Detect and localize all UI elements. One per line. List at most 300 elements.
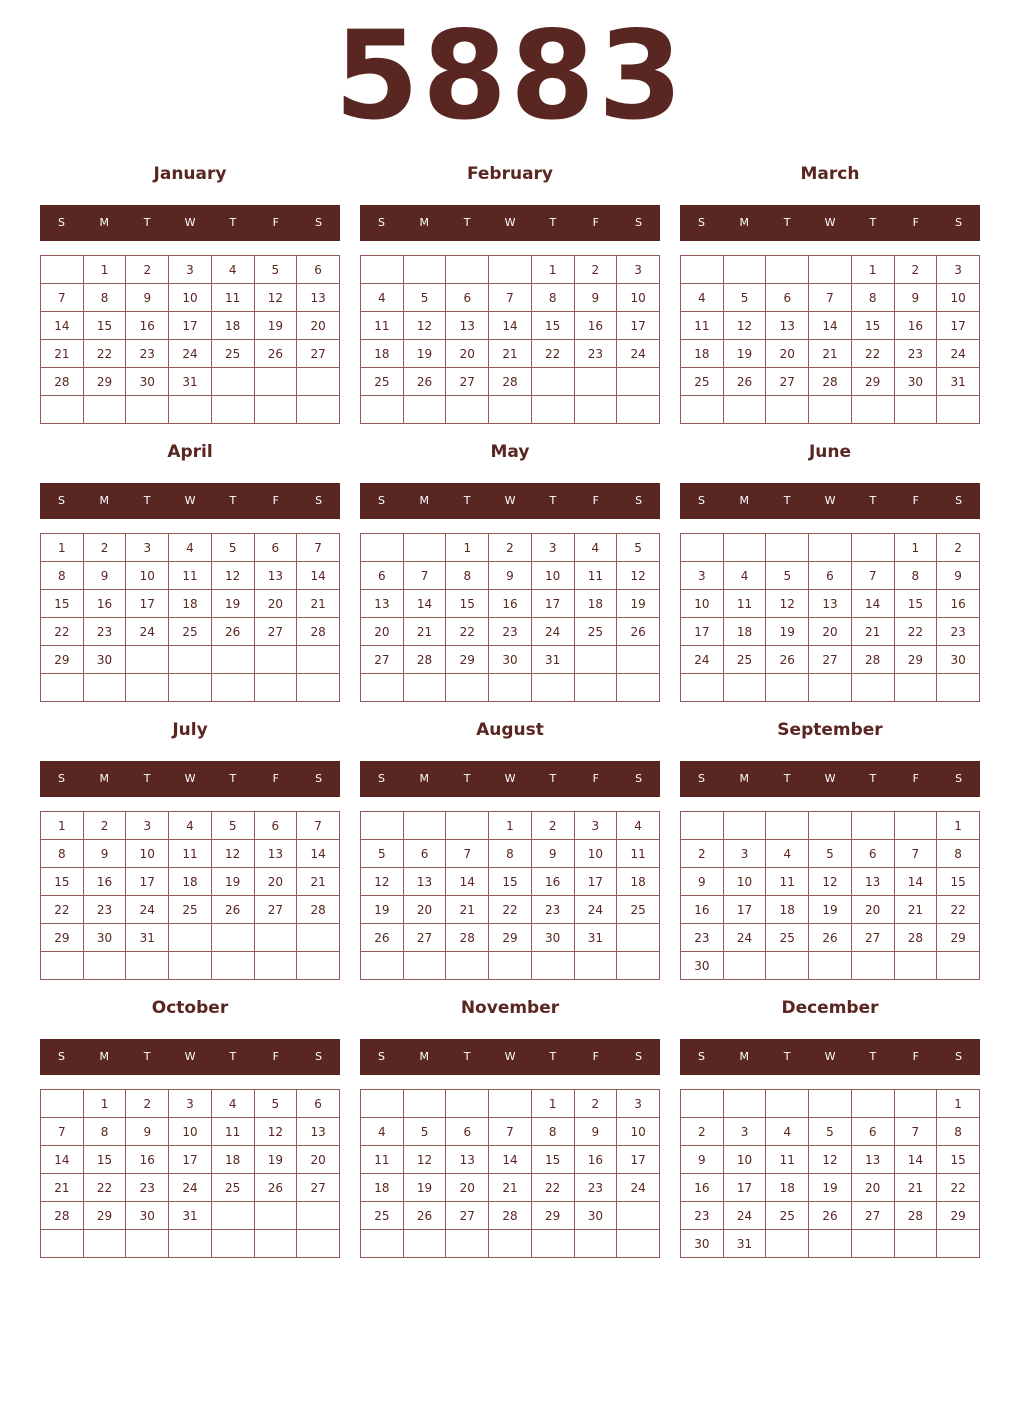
day-cell: 7 bbox=[403, 562, 446, 590]
day-cell: 13 bbox=[361, 590, 404, 618]
day-cell: 21 bbox=[809, 340, 852, 368]
weekday-label: W bbox=[184, 494, 196, 507]
empty-day-cell bbox=[723, 674, 766, 702]
weekday-header bbox=[680, 483, 980, 519]
week-row bbox=[681, 618, 980, 646]
empty-day-cell bbox=[531, 396, 574, 424]
day-cell: 18 bbox=[766, 1174, 809, 1202]
day-cell: 18 bbox=[169, 868, 212, 896]
day-cell: 10 bbox=[617, 1118, 660, 1146]
day-cell: 5 bbox=[211, 534, 254, 562]
weekday-label: M bbox=[739, 494, 750, 507]
day-cell: 6 bbox=[809, 562, 852, 590]
empty-day-cell bbox=[254, 396, 297, 424]
week-row bbox=[41, 924, 340, 952]
empty-day-cell bbox=[489, 952, 532, 980]
empty-day-cell bbox=[126, 396, 169, 424]
weekday-label: W bbox=[504, 216, 516, 229]
day-cell: 9 bbox=[574, 1118, 617, 1146]
weekday-label: W bbox=[504, 772, 516, 785]
empty-day-cell bbox=[446, 812, 489, 840]
day-cell: 7 bbox=[297, 534, 340, 562]
day-cell: 22 bbox=[83, 1174, 126, 1202]
week-row bbox=[681, 952, 980, 980]
empty-day-cell bbox=[894, 1230, 937, 1258]
week-row bbox=[41, 534, 340, 562]
empty-day-cell bbox=[211, 952, 254, 980]
day-cell: 19 bbox=[766, 618, 809, 646]
weekday-label: T bbox=[549, 216, 557, 229]
day-cell: 8 bbox=[937, 1118, 980, 1146]
day-cell: 27 bbox=[403, 924, 446, 952]
day-cell: 24 bbox=[681, 646, 724, 674]
weekday-label: S bbox=[57, 494, 65, 507]
day-cell: 7 bbox=[489, 1118, 532, 1146]
day-cell: 7 bbox=[297, 812, 340, 840]
weekday-label: F bbox=[272, 494, 279, 507]
day-cell: 12 bbox=[254, 1118, 297, 1146]
empty-day-cell bbox=[681, 534, 724, 562]
day-cell: 25 bbox=[617, 896, 660, 924]
empty-day-cell bbox=[894, 396, 937, 424]
day-cell: 1 bbox=[41, 534, 84, 562]
day-cell: 4 bbox=[169, 534, 212, 562]
day-cell: 5 bbox=[361, 840, 404, 868]
day-cell: 12 bbox=[403, 1146, 446, 1174]
day-cell: 25 bbox=[766, 924, 809, 952]
week-row bbox=[681, 590, 980, 618]
weekday-label: T bbox=[229, 494, 237, 507]
day-cell: 8 bbox=[83, 1118, 126, 1146]
day-cell: 11 bbox=[617, 840, 660, 868]
day-cell: 17 bbox=[126, 590, 169, 618]
day-cell: 7 bbox=[489, 284, 532, 312]
day-cell: 16 bbox=[681, 1174, 724, 1202]
empty-day-cell bbox=[489, 1230, 532, 1258]
weekday-label: S bbox=[635, 494, 643, 507]
day-cell: 16 bbox=[489, 590, 532, 618]
day-cell: 30 bbox=[531, 924, 574, 952]
week-row bbox=[681, 1090, 980, 1118]
day-cell: 24 bbox=[723, 924, 766, 952]
weekday-label: F bbox=[912, 494, 919, 507]
day-cell: 19 bbox=[809, 1174, 852, 1202]
day-cell: 6 bbox=[297, 1090, 340, 1118]
day-cell: 29 bbox=[937, 924, 980, 952]
day-cell: 9 bbox=[489, 562, 532, 590]
day-cell: 20 bbox=[254, 868, 297, 896]
empty-day-cell bbox=[937, 674, 980, 702]
day-cell: 16 bbox=[681, 896, 724, 924]
day-cell: 8 bbox=[531, 284, 574, 312]
day-cell: 17 bbox=[169, 312, 212, 340]
week-row bbox=[361, 646, 660, 674]
weekday-label: T bbox=[143, 1050, 151, 1063]
empty-day-cell bbox=[531, 1230, 574, 1258]
day-cell: 19 bbox=[211, 868, 254, 896]
day-cell: 6 bbox=[446, 284, 489, 312]
week-row bbox=[41, 646, 340, 674]
week-row bbox=[361, 812, 660, 840]
empty-day-cell bbox=[403, 396, 446, 424]
day-cell: 29 bbox=[937, 1202, 980, 1230]
day-cell: 19 bbox=[254, 1146, 297, 1174]
day-cell: 20 bbox=[851, 896, 894, 924]
week-row bbox=[361, 284, 660, 312]
day-cell: 14 bbox=[297, 562, 340, 590]
day-cell: 24 bbox=[126, 618, 169, 646]
week-row bbox=[41, 840, 340, 868]
day-cell: 16 bbox=[937, 590, 980, 618]
day-cell: 6 bbox=[446, 1118, 489, 1146]
week-row bbox=[681, 534, 980, 562]
week-row bbox=[361, 562, 660, 590]
day-cell: 19 bbox=[254, 312, 297, 340]
day-cell: 17 bbox=[574, 868, 617, 896]
empty-day-cell bbox=[446, 952, 489, 980]
weekday-label: S bbox=[315, 494, 323, 507]
weekday-header bbox=[40, 761, 340, 797]
day-cell: 23 bbox=[681, 924, 724, 952]
day-cell: 17 bbox=[723, 1174, 766, 1202]
weekday-label: S bbox=[697, 494, 705, 507]
day-cell: 23 bbox=[574, 1174, 617, 1202]
weekday-label: S bbox=[635, 772, 643, 785]
day-cell: 28 bbox=[489, 368, 532, 396]
day-grid bbox=[680, 811, 980, 980]
week-row bbox=[681, 674, 980, 702]
day-cell: 6 bbox=[254, 812, 297, 840]
day-cell: 30 bbox=[937, 646, 980, 674]
day-cell: 7 bbox=[41, 284, 84, 312]
empty-day-cell bbox=[41, 674, 84, 702]
empty-day-cell bbox=[126, 674, 169, 702]
day-cell: 30 bbox=[681, 1230, 724, 1258]
week-row bbox=[681, 840, 980, 868]
weekday-header bbox=[40, 483, 340, 519]
day-cell: 20 bbox=[297, 312, 340, 340]
day-cell: 3 bbox=[126, 812, 169, 840]
weekday-header bbox=[40, 205, 340, 241]
day-cell: 7 bbox=[809, 284, 852, 312]
day-cell: 13 bbox=[403, 868, 446, 896]
week-row bbox=[41, 1202, 340, 1230]
day-cell: 10 bbox=[681, 590, 724, 618]
day-cell: 8 bbox=[489, 840, 532, 868]
empty-day-cell bbox=[851, 812, 894, 840]
weekday-label: T bbox=[463, 216, 471, 229]
day-cell: 29 bbox=[531, 1202, 574, 1230]
day-cell: 8 bbox=[531, 1118, 574, 1146]
day-cell: 1 bbox=[937, 812, 980, 840]
day-cell: 8 bbox=[937, 840, 980, 868]
empty-day-cell bbox=[809, 1230, 852, 1258]
day-cell: 16 bbox=[126, 312, 169, 340]
day-cell: 21 bbox=[489, 1174, 532, 1202]
empty-day-cell bbox=[531, 952, 574, 980]
day-cell: 5 bbox=[723, 284, 766, 312]
empty-day-cell bbox=[766, 256, 809, 284]
day-grid bbox=[360, 255, 660, 424]
month-name: August bbox=[476, 720, 544, 740]
day-cell: 8 bbox=[894, 562, 937, 590]
week-row bbox=[361, 840, 660, 868]
empty-day-cell bbox=[723, 812, 766, 840]
day-cell: 1 bbox=[83, 1090, 126, 1118]
day-cell: 25 bbox=[169, 618, 212, 646]
month-name: July bbox=[172, 720, 208, 740]
day-cell: 18 bbox=[361, 340, 404, 368]
weekday-header bbox=[680, 1039, 980, 1075]
week-row bbox=[361, 368, 660, 396]
empty-day-cell bbox=[169, 674, 212, 702]
weekday-label: S bbox=[377, 494, 385, 507]
day-cell: 7 bbox=[894, 840, 937, 868]
day-cell: 15 bbox=[851, 312, 894, 340]
weekday-label: T bbox=[783, 494, 791, 507]
week-row bbox=[681, 562, 980, 590]
day-cell: 19 bbox=[723, 340, 766, 368]
day-cell: 27 bbox=[851, 1202, 894, 1230]
empty-day-cell bbox=[809, 812, 852, 840]
empty-day-cell bbox=[531, 674, 574, 702]
day-cell: 18 bbox=[574, 590, 617, 618]
day-cell: 15 bbox=[83, 1146, 126, 1174]
day-cell: 19 bbox=[361, 896, 404, 924]
empty-day-cell bbox=[297, 646, 340, 674]
week-row bbox=[681, 1174, 980, 1202]
weekday-label: T bbox=[549, 772, 557, 785]
day-cell: 17 bbox=[723, 896, 766, 924]
day-cell: 8 bbox=[83, 284, 126, 312]
day-cell: 23 bbox=[531, 896, 574, 924]
day-cell: 17 bbox=[531, 590, 574, 618]
day-grid bbox=[680, 255, 980, 424]
empty-day-cell bbox=[809, 1090, 852, 1118]
week-row bbox=[361, 1174, 660, 1202]
weekday-label: T bbox=[463, 494, 471, 507]
week-row bbox=[361, 590, 660, 618]
empty-day-cell bbox=[254, 924, 297, 952]
day-cell: 26 bbox=[403, 368, 446, 396]
day-cell: 31 bbox=[169, 1202, 212, 1230]
day-cell: 4 bbox=[723, 562, 766, 590]
week-row bbox=[681, 256, 980, 284]
empty-day-cell bbox=[126, 646, 169, 674]
day-cell: 2 bbox=[681, 840, 724, 868]
day-cell: 16 bbox=[126, 1146, 169, 1174]
day-cell: 7 bbox=[851, 562, 894, 590]
weekday-label: T bbox=[229, 216, 237, 229]
day-cell: 22 bbox=[937, 896, 980, 924]
day-cell: 13 bbox=[851, 868, 894, 896]
day-cell: 1 bbox=[894, 534, 937, 562]
day-cell: 13 bbox=[254, 562, 297, 590]
empty-day-cell bbox=[41, 1090, 84, 1118]
week-row bbox=[41, 1118, 340, 1146]
empty-day-cell bbox=[723, 396, 766, 424]
day-cell: 25 bbox=[361, 1202, 404, 1230]
week-row bbox=[361, 1146, 660, 1174]
day-cell: 30 bbox=[83, 924, 126, 952]
day-cell: 12 bbox=[766, 590, 809, 618]
day-cell: 20 bbox=[446, 340, 489, 368]
day-cell: 27 bbox=[361, 646, 404, 674]
empty-day-cell bbox=[297, 674, 340, 702]
empty-day-cell bbox=[894, 674, 937, 702]
week-row bbox=[41, 812, 340, 840]
week-row bbox=[41, 1090, 340, 1118]
day-cell: 31 bbox=[169, 368, 212, 396]
day-cell: 22 bbox=[937, 1174, 980, 1202]
day-cell: 28 bbox=[403, 646, 446, 674]
day-cell: 2 bbox=[83, 812, 126, 840]
weekday-label: S bbox=[635, 1050, 643, 1063]
week-row bbox=[361, 868, 660, 896]
weekday-label: M bbox=[99, 216, 110, 229]
day-cell: 21 bbox=[297, 590, 340, 618]
day-cell: 16 bbox=[83, 590, 126, 618]
day-cell: 12 bbox=[723, 312, 766, 340]
week-row bbox=[361, 1090, 660, 1118]
day-cell: 21 bbox=[403, 618, 446, 646]
day-cell: 15 bbox=[446, 590, 489, 618]
day-cell: 27 bbox=[446, 1202, 489, 1230]
empty-day-cell bbox=[211, 674, 254, 702]
day-cell: 2 bbox=[681, 1118, 724, 1146]
day-cell: 16 bbox=[894, 312, 937, 340]
day-cell: 28 bbox=[894, 1202, 937, 1230]
day-grid bbox=[40, 533, 340, 702]
weekday-label: S bbox=[955, 1050, 963, 1063]
day-cell: 7 bbox=[446, 840, 489, 868]
day-cell: 11 bbox=[211, 284, 254, 312]
day-cell: 29 bbox=[446, 646, 489, 674]
weekday-label: M bbox=[99, 772, 110, 785]
weekday-label: S bbox=[57, 216, 65, 229]
day-cell: 24 bbox=[723, 1202, 766, 1230]
day-cell: 14 bbox=[489, 312, 532, 340]
day-cell: 26 bbox=[809, 924, 852, 952]
week-row bbox=[41, 312, 340, 340]
empty-day-cell bbox=[617, 924, 660, 952]
day-cell: 10 bbox=[723, 868, 766, 896]
day-cell: 19 bbox=[403, 1174, 446, 1202]
week-row bbox=[41, 396, 340, 424]
day-cell: 22 bbox=[531, 1174, 574, 1202]
weekday-label: T bbox=[143, 772, 151, 785]
empty-day-cell bbox=[574, 396, 617, 424]
day-cell: 10 bbox=[937, 284, 980, 312]
day-cell: 8 bbox=[851, 284, 894, 312]
day-cell: 13 bbox=[297, 284, 340, 312]
empty-day-cell bbox=[254, 646, 297, 674]
day-cell: 24 bbox=[574, 896, 617, 924]
empty-day-cell bbox=[297, 924, 340, 952]
day-cell: 14 bbox=[446, 868, 489, 896]
day-cell: 1 bbox=[489, 812, 532, 840]
week-row bbox=[681, 396, 980, 424]
day-cell: 30 bbox=[126, 1202, 169, 1230]
weekday-label: S bbox=[697, 1050, 705, 1063]
day-cell: 21 bbox=[489, 340, 532, 368]
day-cell: 20 bbox=[361, 618, 404, 646]
day-cell: 5 bbox=[809, 840, 852, 868]
empty-day-cell bbox=[126, 952, 169, 980]
day-cell: 12 bbox=[211, 562, 254, 590]
day-cell: 5 bbox=[766, 562, 809, 590]
day-cell: 7 bbox=[41, 1118, 84, 1146]
empty-day-cell bbox=[297, 1202, 340, 1230]
day-grid bbox=[360, 533, 660, 702]
empty-day-cell bbox=[83, 952, 126, 980]
month-name: September bbox=[777, 720, 883, 740]
empty-day-cell bbox=[617, 396, 660, 424]
empty-day-cell bbox=[851, 396, 894, 424]
weekday-label: W bbox=[824, 216, 836, 229]
weekday-label: T bbox=[783, 216, 791, 229]
day-cell: 20 bbox=[446, 1174, 489, 1202]
day-cell: 9 bbox=[83, 562, 126, 590]
empty-day-cell bbox=[403, 1230, 446, 1258]
day-cell: 12 bbox=[403, 312, 446, 340]
day-cell: 9 bbox=[681, 1146, 724, 1174]
day-cell: 2 bbox=[937, 534, 980, 562]
week-row bbox=[41, 952, 340, 980]
day-cell: 12 bbox=[211, 840, 254, 868]
empty-day-cell bbox=[41, 256, 84, 284]
weekday-label: F bbox=[272, 772, 279, 785]
weekday-label: T bbox=[783, 772, 791, 785]
day-cell: 30 bbox=[83, 646, 126, 674]
day-cell: 13 bbox=[809, 590, 852, 618]
day-cell: 17 bbox=[126, 868, 169, 896]
weekday-label: W bbox=[824, 1050, 836, 1063]
day-cell: 16 bbox=[531, 868, 574, 896]
week-row bbox=[361, 1230, 660, 1258]
empty-day-cell bbox=[211, 396, 254, 424]
empty-day-cell bbox=[403, 1090, 446, 1118]
empty-day-cell bbox=[809, 256, 852, 284]
day-cell: 3 bbox=[723, 840, 766, 868]
day-cell: 27 bbox=[446, 368, 489, 396]
day-cell: 30 bbox=[681, 952, 724, 980]
empty-day-cell bbox=[403, 674, 446, 702]
day-cell: 18 bbox=[681, 340, 724, 368]
weekday-label: T bbox=[463, 1050, 471, 1063]
weekday-label: F bbox=[272, 216, 279, 229]
day-cell: 24 bbox=[169, 340, 212, 368]
day-cell: 23 bbox=[574, 340, 617, 368]
day-grid bbox=[40, 1089, 340, 1258]
weekday-label: S bbox=[377, 216, 385, 229]
day-cell: 22 bbox=[851, 340, 894, 368]
day-cell: 29 bbox=[851, 368, 894, 396]
empty-day-cell bbox=[766, 952, 809, 980]
weekday-label: F bbox=[272, 1050, 279, 1063]
day-cell: 31 bbox=[574, 924, 617, 952]
day-cell: 4 bbox=[617, 812, 660, 840]
empty-day-cell bbox=[851, 1090, 894, 1118]
day-cell: 20 bbox=[851, 1174, 894, 1202]
day-cell: 4 bbox=[169, 812, 212, 840]
day-cell: 25 bbox=[361, 368, 404, 396]
day-cell: 12 bbox=[254, 284, 297, 312]
month-name: June bbox=[808, 442, 852, 462]
empty-day-cell bbox=[446, 396, 489, 424]
empty-day-cell bbox=[297, 1230, 340, 1258]
weekday-label: S bbox=[955, 216, 963, 229]
